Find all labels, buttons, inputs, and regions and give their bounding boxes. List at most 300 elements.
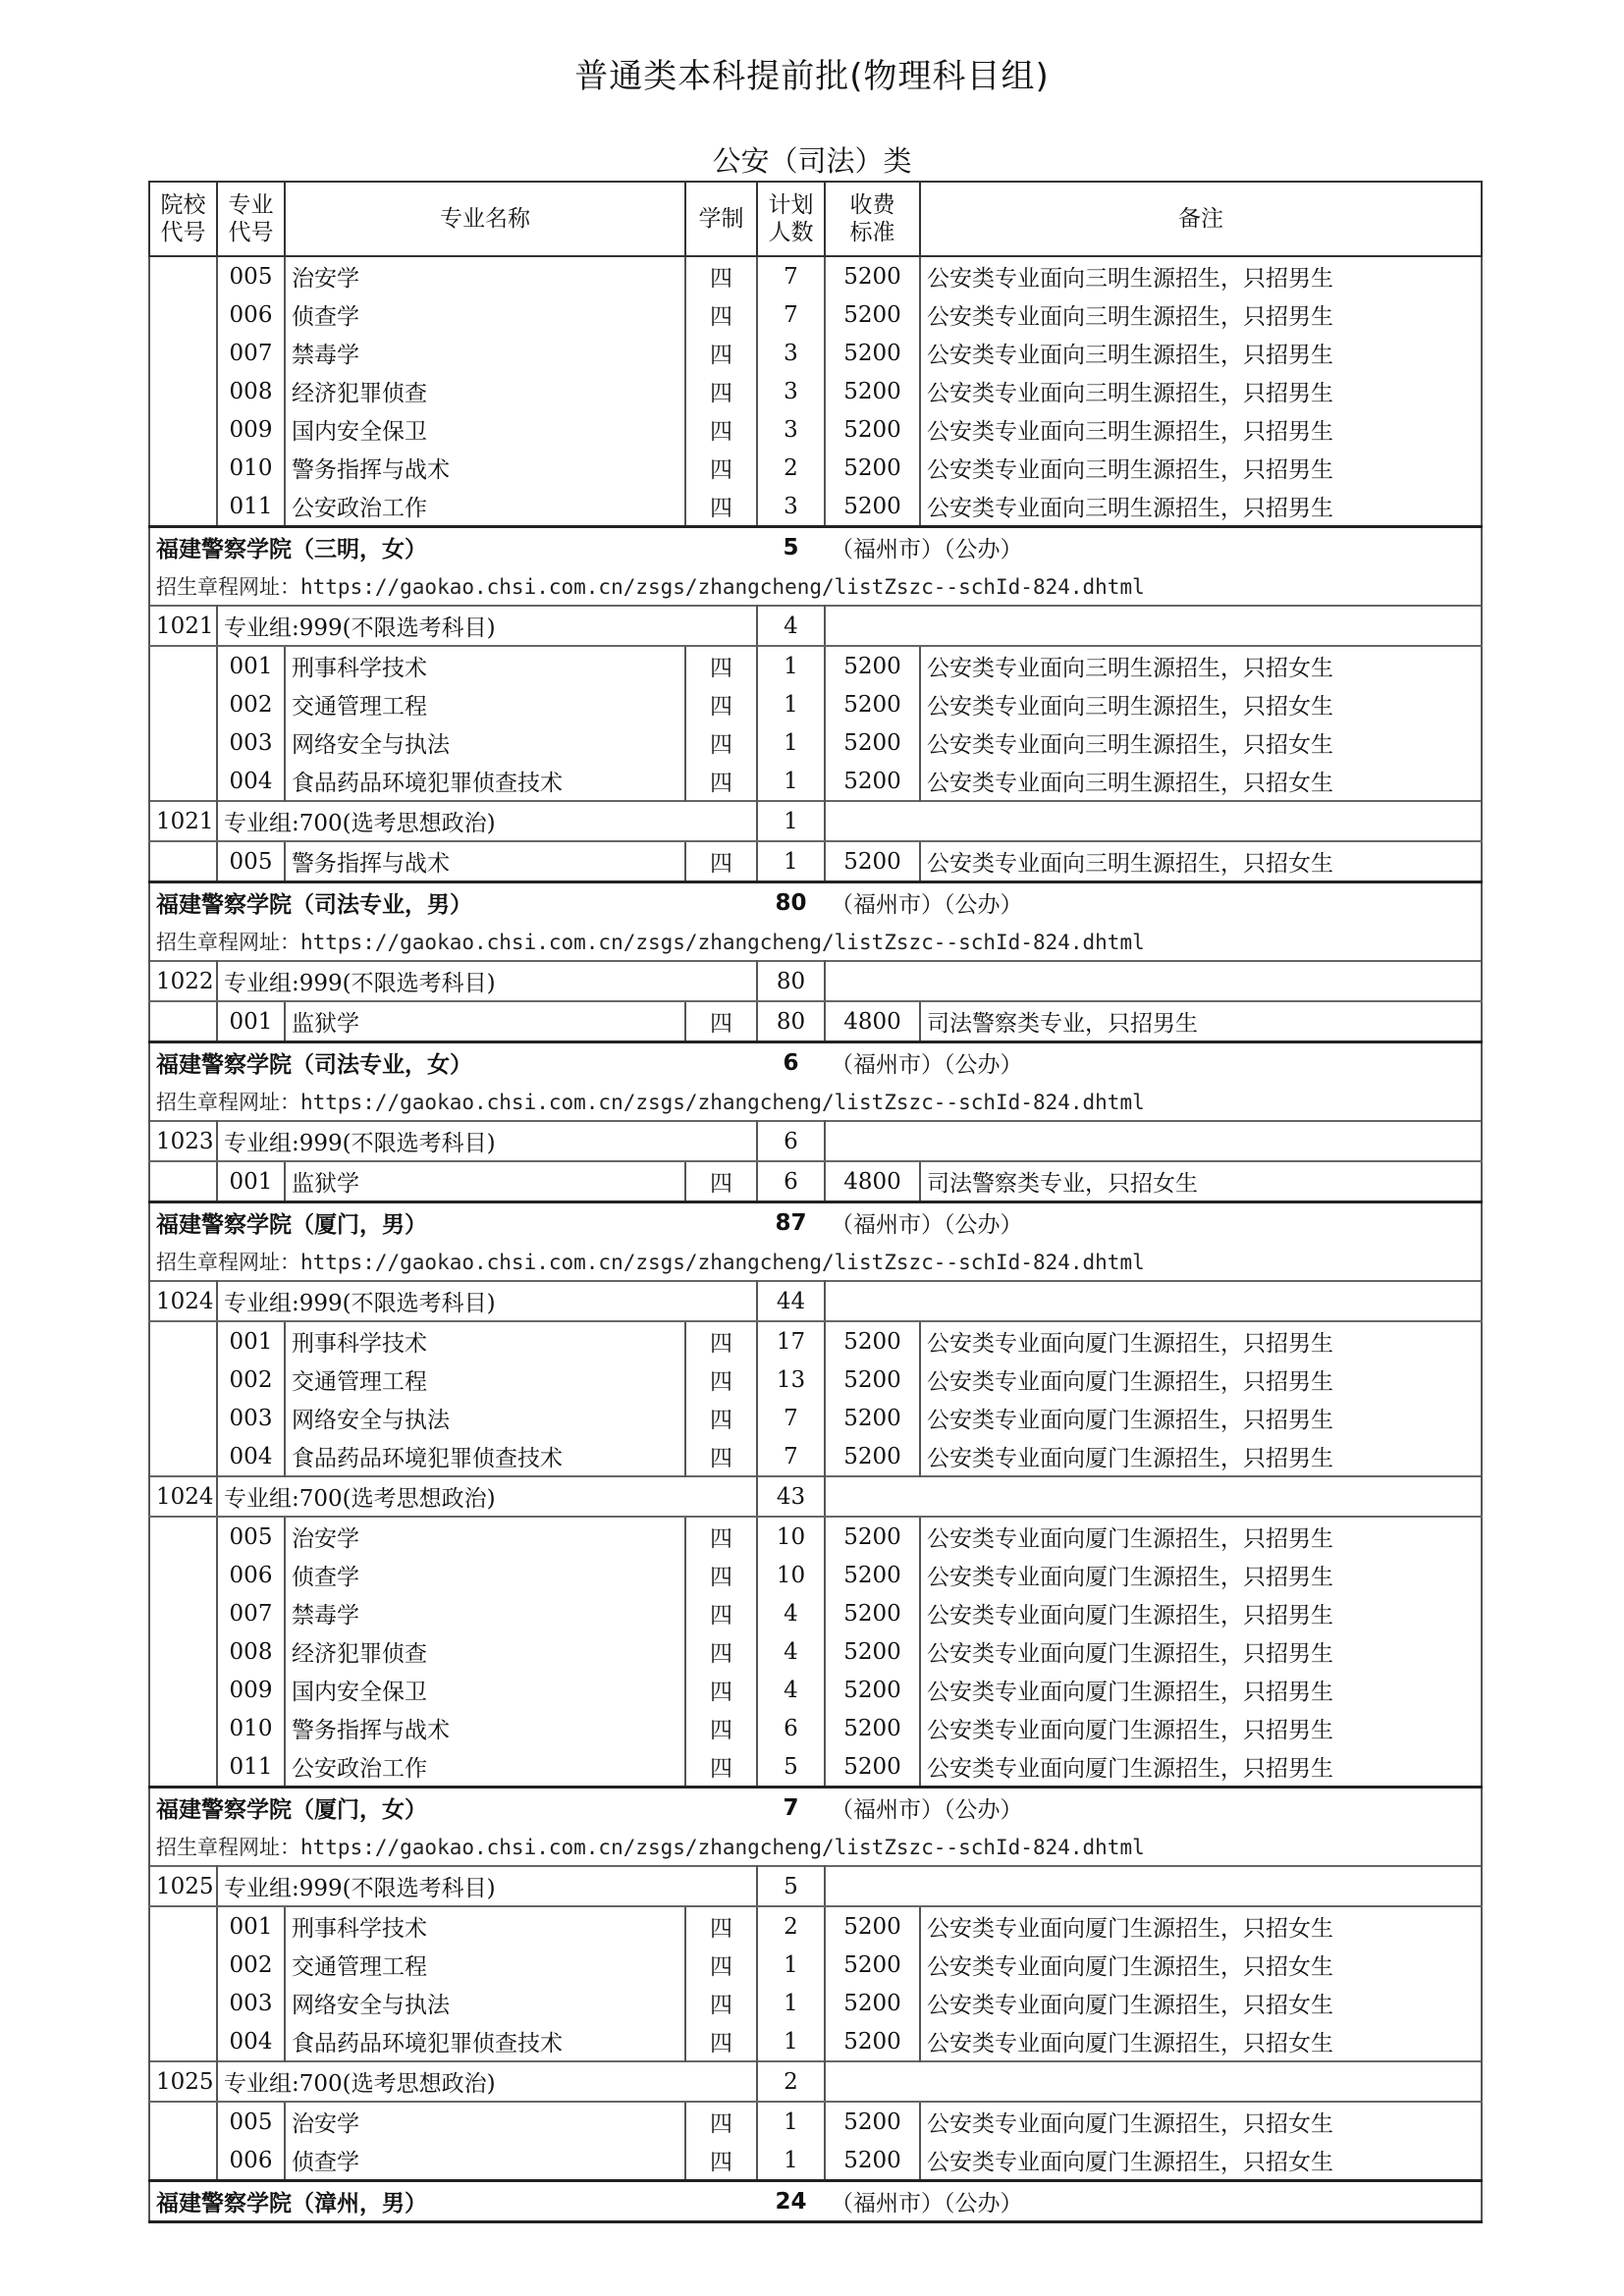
fee: 5200 bbox=[825, 2102, 920, 2141]
plan-count: 1 bbox=[757, 1946, 825, 1984]
school-code-cell bbox=[149, 1671, 217, 1709]
plan-count: 10 bbox=[757, 1517, 825, 1556]
school-name: 福建警察学院（厦门，女） bbox=[149, 1788, 757, 1828]
major-group-label: 专业组:999(不限选考科目) bbox=[217, 1866, 757, 1906]
major-name: 刑事科学技术 bbox=[285, 646, 685, 685]
school-plan-count: 7 bbox=[757, 1788, 825, 1828]
note: 公安类专业面向三明生源招生，只招男生 bbox=[920, 410, 1482, 449]
charter-url[interactable] bbox=[149, 1242, 1482, 1281]
major-row bbox=[149, 1437, 1482, 1476]
plan-count: 17 bbox=[757, 1321, 825, 1361]
duration: 四 bbox=[685, 1594, 757, 1632]
major-name: 网络安全与执法 bbox=[285, 1399, 685, 1437]
duration: 四 bbox=[685, 1321, 757, 1361]
major-code: 010 bbox=[217, 449, 285, 487]
duration: 四 bbox=[685, 1517, 757, 1556]
school-code-cell bbox=[149, 723, 217, 762]
admission-plan-table bbox=[148, 181, 1483, 2223]
major-row bbox=[149, 685, 1482, 723]
major-code: 002 bbox=[217, 1946, 285, 1984]
duration: 四 bbox=[685, 723, 757, 762]
note: 公安类专业面向厦门生源招生，只招男生 bbox=[920, 1556, 1482, 1594]
major-code: 005 bbox=[217, 1517, 285, 1556]
major-name: 经济犯罪侦查 bbox=[285, 1632, 685, 1671]
major-name: 交通管理工程 bbox=[285, 1361, 685, 1399]
school-code-cell bbox=[149, 1946, 217, 1984]
school-code-cell bbox=[149, 2141, 217, 2181]
school-name: 福建警察学院（厦门，男） bbox=[149, 1202, 757, 1243]
group-empty-cell bbox=[825, 961, 1482, 1001]
plan-count: 1 bbox=[757, 646, 825, 685]
fee: 5200 bbox=[825, 646, 920, 685]
plan-count: 1 bbox=[757, 762, 825, 801]
school-code-cell bbox=[149, 762, 217, 801]
charter-url-link[interactable]: https://gaokao.chsi.com.cn/zsgs/zhangcheng/listZszc--schId-824.dhtml bbox=[300, 574, 1145, 599]
school-code: 1021 bbox=[149, 606, 217, 646]
duration: 四 bbox=[685, 2022, 757, 2061]
major-group-label: 专业组:999(不限选考科目) bbox=[217, 606, 757, 646]
charter-url-row bbox=[149, 1082, 1482, 1121]
note: 公安类专业面向三明生源招生，只招女生 bbox=[920, 723, 1482, 762]
header-major-code: 专业 代号 bbox=[217, 182, 285, 256]
header-plan-count: 计划 人数 bbox=[757, 182, 825, 256]
fee: 5200 bbox=[825, 1399, 920, 1437]
major-name: 公安政治工作 bbox=[285, 1747, 685, 1788]
fee: 5200 bbox=[825, 1747, 920, 1788]
major-group-row bbox=[149, 801, 1482, 841]
plan-count: 3 bbox=[757, 372, 825, 410]
major-name: 交通管理工程 bbox=[285, 1946, 685, 1984]
note: 公安类专业面向三明生源招生，只招男生 bbox=[920, 295, 1482, 334]
plan-count: 1 bbox=[757, 723, 825, 762]
fee: 5200 bbox=[825, 449, 920, 487]
major-row bbox=[149, 1671, 1482, 1709]
school-row bbox=[149, 882, 1482, 923]
school-name: 福建警察学院（司法专业，女） bbox=[149, 1042, 757, 1083]
school-code-cell bbox=[149, 487, 217, 527]
fee: 5200 bbox=[825, 685, 920, 723]
note: 公安类专业面向三明生源招生，只招男生 bbox=[920, 372, 1482, 410]
fee: 5200 bbox=[825, 1361, 920, 1399]
fee: 5200 bbox=[825, 1517, 920, 1556]
major-name: 治安学 bbox=[285, 2102, 685, 2141]
plan-count: 1 bbox=[757, 2141, 825, 2181]
major-name: 禁毒学 bbox=[285, 334, 685, 372]
fee: 5200 bbox=[825, 2141, 920, 2181]
major-row bbox=[149, 1709, 1482, 1747]
school-code-cell bbox=[149, 2102, 217, 2141]
duration: 四 bbox=[685, 1161, 757, 1202]
duration: 四 bbox=[685, 1709, 757, 1747]
note: 公安类专业面向厦门生源招生，只招男生 bbox=[920, 1399, 1482, 1437]
plan-count: 2 bbox=[757, 1906, 825, 1946]
major-code: 009 bbox=[217, 1671, 285, 1709]
school-code-cell bbox=[149, 646, 217, 685]
table-body bbox=[149, 256, 1482, 2222]
major-name: 监狱学 bbox=[285, 1161, 685, 1202]
major-name: 食品药品环境犯罪侦查技术 bbox=[285, 1437, 685, 1476]
major-name: 警务指挥与战术 bbox=[285, 1709, 685, 1747]
charter-url[interactable] bbox=[149, 566, 1482, 606]
major-row bbox=[149, 1906, 1482, 1946]
plan-count: 7 bbox=[757, 295, 825, 334]
charter-url-label: 招生章程网址： bbox=[156, 1250, 300, 1274]
school-code-cell bbox=[149, 1594, 217, 1632]
duration: 四 bbox=[685, 2102, 757, 2141]
major-group-row bbox=[149, 1866, 1482, 1906]
school-location: （福州市）（公办） bbox=[825, 882, 1482, 923]
duration: 四 bbox=[685, 1671, 757, 1709]
school-plan-count: 80 bbox=[757, 882, 825, 923]
group-empty-cell bbox=[825, 1281, 1482, 1321]
school-code-cell bbox=[149, 1001, 217, 1042]
note: 公安类专业面向厦门生源招生，只招男生 bbox=[920, 1632, 1482, 1671]
major-code: 005 bbox=[217, 2102, 285, 2141]
group-empty-cell bbox=[825, 801, 1482, 841]
page-title: 普通类本科提前批(物理科目组) bbox=[574, 57, 1050, 96]
duration: 四 bbox=[685, 334, 757, 372]
note: 公安类专业面向厦门生源招生，只招男生 bbox=[920, 1747, 1482, 1788]
major-row bbox=[149, 372, 1482, 410]
major-row bbox=[149, 1632, 1482, 1671]
note: 公安类专业面向厦门生源招生，只招男生 bbox=[920, 1671, 1482, 1709]
fee: 5200 bbox=[825, 1556, 920, 1594]
charter-url-link[interactable]: https://gaokao.chsi.com.cn/zsgs/zhangcheng/listZszc--schId-824.dhtml bbox=[300, 1835, 1145, 1859]
major-code: 009 bbox=[217, 410, 285, 449]
duration: 四 bbox=[685, 1632, 757, 1671]
fee: 5200 bbox=[825, 1437, 920, 1476]
major-row bbox=[149, 295, 1482, 334]
major-name: 侦查学 bbox=[285, 2141, 685, 2181]
major-row bbox=[149, 1361, 1482, 1399]
major-group-row bbox=[149, 1121, 1482, 1161]
school-plan-count: 87 bbox=[757, 1202, 825, 1243]
note: 公安类专业面向三明生源招生，只招女生 bbox=[920, 841, 1482, 882]
school-code-cell bbox=[149, 334, 217, 372]
duration: 四 bbox=[685, 372, 757, 410]
note: 公安类专业面向厦门生源招生，只招男生 bbox=[920, 1517, 1482, 1556]
plan-count: 1 bbox=[757, 685, 825, 723]
group-plan-count: 1 bbox=[757, 801, 825, 841]
plan-count: 1 bbox=[757, 2102, 825, 2141]
plan-count: 2 bbox=[757, 449, 825, 487]
school-code: 1025 bbox=[149, 1866, 217, 1906]
major-name: 警务指挥与战术 bbox=[285, 449, 685, 487]
note: 公安类专业面向三明生源招生，只招女生 bbox=[920, 685, 1482, 723]
school-plan-count: 24 bbox=[757, 2181, 825, 2222]
group-empty-cell bbox=[825, 2061, 1482, 2102]
note: 公安类专业面向厦门生源招生，只招男生 bbox=[920, 1321, 1482, 1361]
major-group-label: 专业组:700(选考思想政治) bbox=[217, 1476, 757, 1517]
school-code: 1023 bbox=[149, 1121, 217, 1161]
major-row bbox=[149, 2022, 1482, 2061]
charter-url-label: 招生章程网址： bbox=[156, 574, 300, 599]
note: 公安类专业面向三明生源招生，只招男生 bbox=[920, 487, 1482, 527]
note: 公安类专业面向厦门生源招生，只招女生 bbox=[920, 1984, 1482, 2022]
school-code-cell bbox=[149, 1709, 217, 1747]
school-name: 福建警察学院（漳州，男） bbox=[149, 2181, 757, 2222]
school-code: 1025 bbox=[149, 2061, 217, 2102]
major-row bbox=[149, 762, 1482, 801]
plan-count: 13 bbox=[757, 1361, 825, 1399]
major-group-label: 专业组:999(不限选考科目) bbox=[217, 1121, 757, 1161]
major-code: 001 bbox=[217, 1001, 285, 1042]
school-code: 1021 bbox=[149, 801, 217, 841]
fee: 5200 bbox=[825, 295, 920, 334]
plan-count: 3 bbox=[757, 487, 825, 527]
school-code-cell bbox=[149, 1556, 217, 1594]
school-code: 1024 bbox=[149, 1476, 217, 1517]
school-location: （福州市）（公办） bbox=[825, 1788, 1482, 1828]
major-code: 003 bbox=[217, 1399, 285, 1437]
school-plan-count: 6 bbox=[757, 1042, 825, 1083]
school-code: 1022 bbox=[149, 961, 217, 1001]
plan-count: 7 bbox=[757, 256, 825, 295]
fee: 5200 bbox=[825, 1321, 920, 1361]
duration: 四 bbox=[685, 1906, 757, 1946]
school-code-cell bbox=[149, 1437, 217, 1476]
duration: 四 bbox=[685, 1984, 757, 2022]
major-code: 003 bbox=[217, 1984, 285, 2022]
plan-count: 7 bbox=[757, 1399, 825, 1437]
note: 公安类专业面向厦门生源招生，只招女生 bbox=[920, 2102, 1482, 2141]
major-code: 007 bbox=[217, 334, 285, 372]
major-group-label: 专业组:700(选考思想政治) bbox=[217, 801, 757, 841]
major-row bbox=[149, 1556, 1482, 1594]
plan-count: 3 bbox=[757, 334, 825, 372]
major-code: 005 bbox=[217, 841, 285, 882]
note: 公安类专业面向三明生源招生，只招男生 bbox=[920, 334, 1482, 372]
school-code-cell bbox=[149, 1517, 217, 1556]
school-code-cell bbox=[149, 295, 217, 334]
group-plan-count: 2 bbox=[757, 2061, 825, 2102]
group-plan-count: 4 bbox=[757, 606, 825, 646]
major-code: 011 bbox=[217, 1747, 285, 1788]
major-name: 交通管理工程 bbox=[285, 685, 685, 723]
duration: 四 bbox=[685, 410, 757, 449]
major-row bbox=[149, 723, 1482, 762]
fee: 5200 bbox=[825, 256, 920, 295]
fee: 5200 bbox=[825, 410, 920, 449]
major-row bbox=[149, 410, 1482, 449]
major-row bbox=[149, 1321, 1482, 1361]
fee: 5200 bbox=[825, 1709, 920, 1747]
note: 公安类专业面向厦门生源招生，只招女生 bbox=[920, 1946, 1482, 1984]
fee: 4800 bbox=[825, 1001, 920, 1042]
section-title: 公安（司法）类 bbox=[712, 144, 912, 178]
charter-url-label: 招生章程网址： bbox=[156, 930, 300, 954]
major-code: 008 bbox=[217, 372, 285, 410]
charter-url[interactable] bbox=[149, 1082, 1482, 1121]
major-code: 001 bbox=[217, 1321, 285, 1361]
note: 司法警察类专业，只招男生 bbox=[920, 1001, 1482, 1042]
school-code-cell bbox=[149, 449, 217, 487]
major-name: 网络安全与执法 bbox=[285, 1984, 685, 2022]
major-group-row bbox=[149, 961, 1482, 1001]
charter-url-row bbox=[149, 922, 1482, 961]
note: 公安类专业面向厦门生源招生，只招女生 bbox=[920, 2141, 1482, 2181]
major-row bbox=[149, 487, 1482, 527]
note: 公安类专业面向三明生源招生，只招男生 bbox=[920, 256, 1482, 295]
major-row bbox=[149, 1161, 1482, 1202]
major-group-label: 专业组:999(不限选考科目) bbox=[217, 961, 757, 1001]
major-name: 刑事科学技术 bbox=[285, 1321, 685, 1361]
plan-count: 4 bbox=[757, 1594, 825, 1632]
plan-count: 7 bbox=[757, 1437, 825, 1476]
fee: 5200 bbox=[825, 1594, 920, 1632]
charter-url-row bbox=[149, 1242, 1482, 1281]
major-name: 国内安全保卫 bbox=[285, 410, 685, 449]
major-row bbox=[149, 1399, 1482, 1437]
school-row bbox=[149, 1202, 1482, 1243]
major-code: 004 bbox=[217, 1437, 285, 1476]
duration: 四 bbox=[685, 1747, 757, 1788]
charter-url[interactable] bbox=[149, 922, 1482, 961]
note: 公安类专业面向三明生源招生，只招男生 bbox=[920, 449, 1482, 487]
fee: 5200 bbox=[825, 762, 920, 801]
charter-url-link[interactable]: https://gaokao.chsi.com.cn/zsgs/zhangcheng/listZszc--schId-824.dhtml bbox=[300, 930, 1145, 954]
school-location: （福州市）（公办） bbox=[825, 527, 1482, 567]
duration: 四 bbox=[685, 762, 757, 801]
plan-count: 6 bbox=[757, 1161, 825, 1202]
school-name: 福建警察学院（三明，女） bbox=[149, 527, 757, 567]
major-name: 食品药品环境犯罪侦查技术 bbox=[285, 2022, 685, 2061]
fee: 5200 bbox=[825, 2022, 920, 2061]
note: 公安类专业面向厦门生源招生，只招男生 bbox=[920, 1361, 1482, 1399]
charter-url-row bbox=[149, 1827, 1482, 1866]
major-code: 002 bbox=[217, 685, 285, 723]
group-empty-cell bbox=[825, 606, 1482, 646]
note: 公安类专业面向三明生源招生，只招女生 bbox=[920, 646, 1482, 685]
charter-url-row bbox=[149, 566, 1482, 606]
major-group-row bbox=[149, 1281, 1482, 1321]
duration: 四 bbox=[685, 1399, 757, 1437]
plan-count: 4 bbox=[757, 1671, 825, 1709]
major-name: 监狱学 bbox=[285, 1001, 685, 1042]
major-name: 侦查学 bbox=[285, 1556, 685, 1594]
school-code-cell bbox=[149, 1361, 217, 1399]
major-code: 008 bbox=[217, 1632, 285, 1671]
major-name: 治安学 bbox=[285, 1517, 685, 1556]
duration: 四 bbox=[685, 841, 757, 882]
school-row bbox=[149, 2181, 1482, 2222]
note: 公安类专业面向厦门生源招生，只招女生 bbox=[920, 2022, 1482, 2061]
header-duration: 学制 bbox=[685, 182, 757, 256]
header-school-code: 院校 代号 bbox=[149, 182, 217, 256]
major-code: 006 bbox=[217, 2141, 285, 2181]
major-group-row bbox=[149, 606, 1482, 646]
school-code-cell bbox=[149, 410, 217, 449]
major-name: 公安政治工作 bbox=[285, 487, 685, 527]
major-row bbox=[149, 1001, 1482, 1042]
plan-count: 4 bbox=[757, 1632, 825, 1671]
duration: 四 bbox=[685, 646, 757, 685]
major-row bbox=[149, 1984, 1482, 2022]
school-code-cell bbox=[149, 372, 217, 410]
school-location: （福州市）（公办） bbox=[825, 1042, 1482, 1083]
fee: 5200 bbox=[825, 1906, 920, 1946]
charter-url-link[interactable]: https://gaokao.chsi.com.cn/zsgs/zhangcheng/listZszc--schId-824.dhtml bbox=[300, 1090, 1145, 1114]
major-code: 006 bbox=[217, 1556, 285, 1594]
group-plan-count: 44 bbox=[757, 1281, 825, 1321]
school-code-cell bbox=[149, 1161, 217, 1202]
plan-count: 3 bbox=[757, 410, 825, 449]
note: 公安类专业面向厦门生源招生，只招男生 bbox=[920, 1437, 1482, 1476]
major-name: 国内安全保卫 bbox=[285, 1671, 685, 1709]
school-code-cell bbox=[149, 1906, 217, 1946]
group-plan-count: 5 bbox=[757, 1866, 825, 1906]
header-note: 备注 bbox=[920, 182, 1482, 256]
major-row bbox=[149, 256, 1482, 295]
duration: 四 bbox=[685, 1556, 757, 1594]
school-code-cell bbox=[149, 1747, 217, 1788]
group-empty-cell bbox=[825, 1476, 1482, 1517]
school-name: 福建警察学院（司法专业，男） bbox=[149, 882, 757, 923]
duration: 四 bbox=[685, 1001, 757, 1042]
major-code: 005 bbox=[217, 256, 285, 295]
note: 公安类专业面向厦门生源招生，只招男生 bbox=[920, 1594, 1482, 1632]
major-name: 侦查学 bbox=[285, 295, 685, 334]
major-group-label: 专业组:999(不限选考科目) bbox=[217, 1281, 757, 1321]
major-code: 007 bbox=[217, 1594, 285, 1632]
major-row bbox=[149, 1747, 1482, 1788]
group-empty-cell bbox=[825, 1121, 1482, 1161]
charter-url[interactable] bbox=[149, 1827, 1482, 1866]
major-name: 食品药品环境犯罪侦查技术 bbox=[285, 762, 685, 801]
header-fee: 收费 标准 bbox=[825, 182, 920, 256]
major-group-row bbox=[149, 2061, 1482, 2102]
major-code: 004 bbox=[217, 2022, 285, 2061]
major-code: 001 bbox=[217, 1906, 285, 1946]
major-row bbox=[149, 449, 1482, 487]
school-code-cell bbox=[149, 841, 217, 882]
duration: 四 bbox=[685, 487, 757, 527]
school-code-cell bbox=[149, 685, 217, 723]
duration: 四 bbox=[685, 1437, 757, 1476]
note: 司法警察类专业，只招女生 bbox=[920, 1161, 1482, 1202]
charter-url-label: 招生章程网址： bbox=[156, 1835, 300, 1859]
school-row bbox=[149, 527, 1482, 567]
school-code-cell bbox=[149, 2022, 217, 2061]
major-name: 治安学 bbox=[285, 256, 685, 295]
school-code-cell bbox=[149, 1984, 217, 2022]
major-code: 006 bbox=[217, 295, 285, 334]
major-code: 002 bbox=[217, 1361, 285, 1399]
duration: 四 bbox=[685, 256, 757, 295]
plan-count: 1 bbox=[757, 2022, 825, 2061]
plan-count: 1 bbox=[757, 1984, 825, 2022]
major-name: 警务指挥与战术 bbox=[285, 841, 685, 882]
school-code: 1024 bbox=[149, 1281, 217, 1321]
header-major-name: 专业名称 bbox=[285, 182, 685, 256]
school-code-cell bbox=[149, 1632, 217, 1671]
major-code: 011 bbox=[217, 487, 285, 527]
charter-url-link[interactable]: https://gaokao.chsi.com.cn/zsgs/zhangcheng/listZszc--schId-824.dhtml bbox=[300, 1250, 1145, 1274]
note: 公安类专业面向厦门生源招生，只招男生 bbox=[920, 1709, 1482, 1747]
major-row bbox=[149, 1946, 1482, 1984]
plan-count: 6 bbox=[757, 1709, 825, 1747]
plan-count: 5 bbox=[757, 1747, 825, 1788]
major-name: 禁毒学 bbox=[285, 1594, 685, 1632]
major-row bbox=[149, 334, 1482, 372]
school-code-cell bbox=[149, 256, 217, 295]
fee: 5200 bbox=[825, 334, 920, 372]
table-header-row bbox=[149, 182, 1482, 256]
group-plan-count: 6 bbox=[757, 1121, 825, 1161]
school-location: （福州市）（公办） bbox=[825, 1202, 1482, 1243]
major-name: 网络安全与执法 bbox=[285, 723, 685, 762]
major-row bbox=[149, 2102, 1482, 2141]
